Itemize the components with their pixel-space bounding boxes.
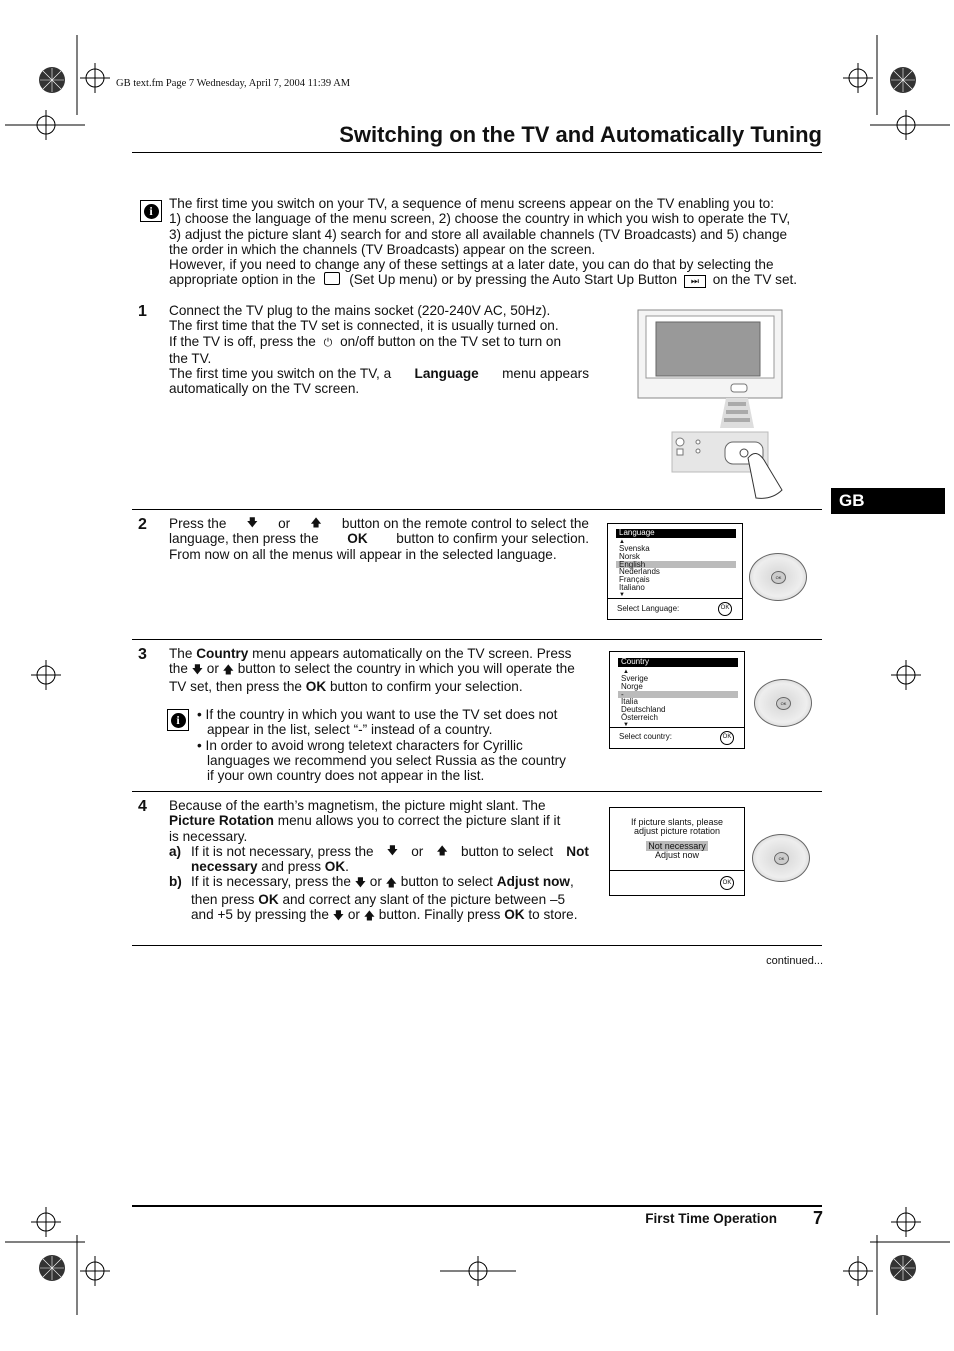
step-divider-1: [132, 509, 822, 510]
page-number: 7: [812, 1208, 823, 1228]
menu-header: Language: [616, 529, 736, 538]
page-title: Switching on the TV and Automatically Tuning: [339, 122, 822, 147]
language-tab: GB: [831, 488, 945, 514]
up-arrow-icon: 🡅: [436, 844, 448, 857]
power-icon: ⏻: [323, 336, 333, 349]
info-icon: i: [167, 709, 189, 731]
step-4-number: 4: [138, 798, 147, 815]
menu-item: Österreich: [621, 712, 658, 722]
step-1-text: Connect the TV plug to the mains socket (220-240V AC, 50Hz). The first time that the TV set is connected, it is usually turned on. If the TV is off, press the ⏻ on/off button on the TV set to turn on the TV. The first time you switch on the TV, a Language menu appears automatically on the TV screen.: [169, 303, 589, 397]
ok-icon: OK: [718, 602, 732, 616]
footer-rule: [132, 1205, 822, 1207]
step-4-text: Because of the earth’s magnetism, the picture might slant. The Picture Rotation menu allows you to correct the picture slant if it is necessary. a) If it is not necessary, press the 🡇 or 🡅 button to select Not necessary and press OK. b) If it is necessary, press the 🡇 or 🡅 button to select Adjust now, then press OK and correct any slant of the picture between –5 and +5 by pressing the 🡇 or 🡅 button. Finally press OK to store.: [169, 798, 589, 923]
menu-item: Italiano: [619, 582, 645, 592]
language-list: [616, 545, 736, 592]
auto-start-up-icon: ⏭: [684, 275, 706, 288]
menu-item: Sverige: [621, 674, 649, 683]
setup-menu-icon: [324, 272, 340, 285]
step-1-number: 1: [138, 303, 147, 320]
up-arrow-icon: 🡅: [363, 910, 375, 923]
menu-item: Deutschland: [621, 705, 666, 715]
menu-item: English: [616, 561, 736, 569]
intro-text: The first time you switch on your TV, a sequence of menu screens appear on the TV enabling you to: 1) choose the language of the menu screen, 2) choose the country in which you wish to operate the TV, 3) adjust the picture slant 4) search for and store all available channels (TV Broadcasts) and 5) change the order in which the channels (TV Broadcasts) appear on the screen. However, if you need to change any of these settings at a later date, you can do that by selecting the appropriate option in the (Set Up menu) or by pressing the Auto Start Up Button ⏭ on the TV set.: [169, 196, 798, 288]
step-divider-3: [132, 791, 822, 792]
step-3-notes: • If the country in which you want to use the TV set does not appear in the list, select “-” instead of a country. • In order to avoid wrong teletext characters for Cyrillic languages we recommend you select Russia as the country if your own country does not appear in the list.: [197, 707, 566, 784]
step-3-text: The Country menu appears automatically on the TV screen. Press the 🡇 or 🡅 button to select the country in which you will operate the TV set, then press the OK button to confirm your selection.: [169, 646, 575, 694]
step-2-number: 2: [138, 516, 147, 533]
menu-footer: Select country: OK: [610, 727, 744, 748]
down-arrow-icon: 🡇: [191, 664, 203, 677]
menu-item: -: [618, 691, 738, 699]
picture-rotation-menu-screen: If picture slants, please adjust picture rotation Not necessary Adjust now OK: [609, 807, 745, 896]
ok-icon: OK: [720, 731, 734, 745]
country-list: [618, 675, 738, 722]
info-icon: i: [140, 200, 162, 222]
menu-item: Svenska: [619, 544, 650, 553]
language-menu-screen: Language ▲ Svenska Norsk English Nederlands Français Italiano ▼ Select Language: OK: [607, 523, 743, 620]
up-arrow-icon: 🡅: [222, 664, 234, 677]
continued-note: continued...: [766, 955, 823, 967]
country-menu-screen: Country ▲ Sverige Norge - Italia Deutschland Österreich ▼ Select country: OK: [609, 651, 745, 749]
step-divider-2: [132, 639, 822, 640]
step-3-number: 3: [138, 646, 147, 663]
menu-item: Italia: [621, 697, 638, 707]
menu-footer: Select Language: OK: [608, 598, 742, 619]
down-arrow-icon: 🡇: [354, 877, 367, 890]
step-2-text: Press the 🡇 or 🡅 button on the remote control to select the language, then press the OK button to confirm your selection. From now on all the menus will appear in the selected language.: [169, 516, 589, 562]
title-rule: [132, 152, 822, 153]
up-arrow-icon: 🡅: [310, 517, 322, 529]
file-slug: GB text.fm Page 7 Wednesday, April 7, 2004 11:39 AM: [116, 78, 351, 89]
menu-header: Country: [618, 658, 738, 667]
up-arrow-icon: 🡅: [385, 877, 397, 890]
menu-item: Norge: [621, 681, 643, 691]
ok-icon: OK: [720, 876, 734, 890]
remote-dpad: OK: [752, 834, 810, 882]
remote-dpad: OK: [754, 679, 812, 727]
menu-item: Nederlands: [619, 567, 660, 577]
menu-item: Français: [619, 575, 650, 585]
footer-section-label: First Time Operation: [645, 1211, 777, 1226]
remote-dpad: OK: [749, 553, 807, 601]
menu-footer: [610, 870, 744, 895]
down-arrow-icon: 🡇: [386, 844, 399, 857]
down-arrow-icon: 🡇: [246, 517, 258, 529]
down-arrow-icon: 🡇: [332, 910, 345, 923]
tv-illustration: [636, 308, 786, 500]
step-divider-4: [132, 945, 822, 946]
menu-item: Norsk: [619, 551, 640, 561]
